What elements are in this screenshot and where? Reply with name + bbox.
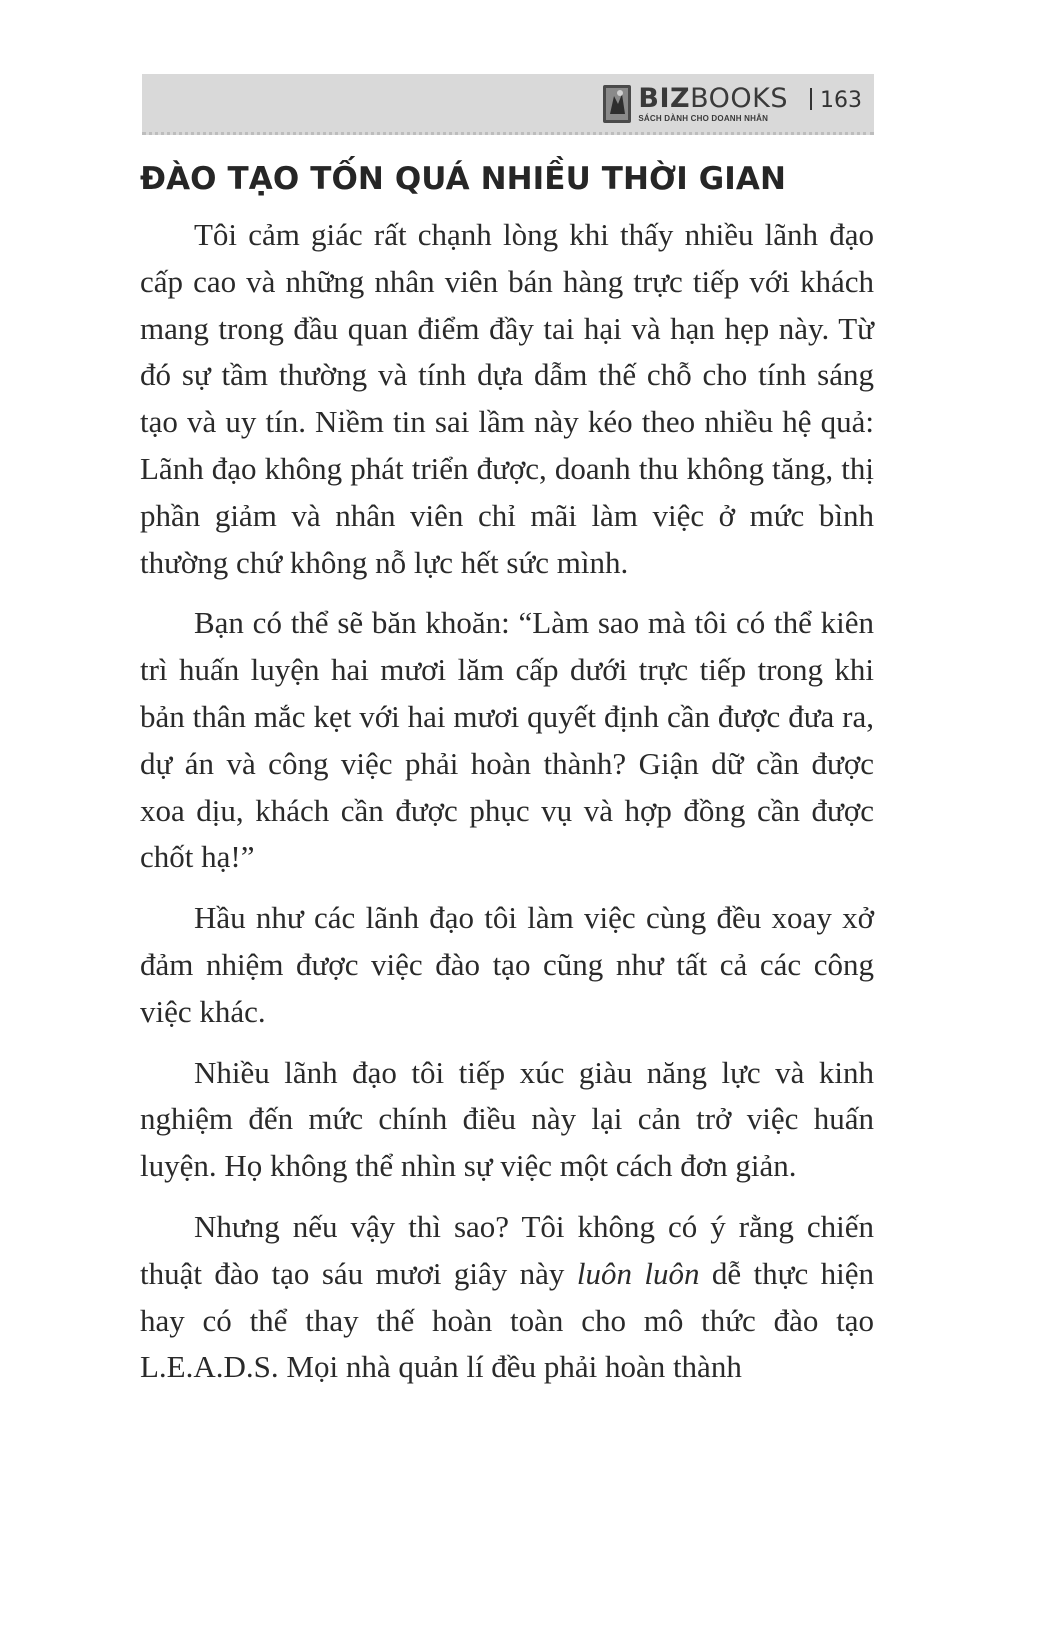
paragraph-5-text-end: dễ thực hiện hay có thể thay thế hoàn toàn cho mô thức đào tạo L.E.A.D.S. Mọi nhà quản lí đều phải hoàn thành (140, 1255, 874, 1385)
section-heading: ĐÀO TẠO TỐN QUÁ NHIỀU THỜI GIAN (140, 161, 787, 197)
page-number-divider (810, 88, 812, 110)
paragraph-2: Bạn có thể sẽ băn khoăn: “Làm sao mà tôi có thể kiên trì huấn luyện hai mươi lăm cấp dưới trực tiếp trong khi bản thân mắc kẹt với hai mươi quyết định cần được đưa ra, dự án và công việc phải hoàn thành? Giận dữ cần được xoa dịu, khách cần được phục vụ và hợp đồng cần được chốt hạ!” (140, 605, 874, 875)
page-body (140, 158, 874, 1405)
brand-name (638, 85, 788, 112)
page-number-value: 163 (820, 88, 862, 113)
paragraph-3: Hầu như các lãnh đạo tôi làm việc cùng đều xoay xở đảm nhiệm được việc đào tạo cũng như tất cả các công việc khác. (140, 900, 874, 1029)
bizbooks-logo-icon (602, 84, 632, 124)
paragraph-1: Tôi cảm giác rất chạnh lòng khi thấy nhiều lãnh đạo cấp cao và những nhân viên bán hàng trực tiếp với khách mang trong đầu quan điểm đầy tai hại và hạn hẹp này. Từ đó sự tầm thường và tính dựa dẫm thế chỗ cho tính sáng tạo và uy tín. Niềm tin sai lầm này kéo theo nhiều hệ quả: Lãnh đạo không phát triển được, doanh thu không tăng, thị phần giảm và nhân viên chỉ mãi làm việc ở mức bình thường chứ không nỗ lực hết sức mình. (140, 217, 874, 580)
brand-name-books: BOOKS (690, 83, 788, 114)
brand-name-biz: BIZ (638, 83, 691, 114)
publisher-brand (602, 82, 788, 126)
page-number (810, 88, 862, 113)
paragraph-4: Nhiều lãnh đạo tôi tiếp xúc giàu năng lực và kinh nghiệm đến mức chính điều này lại cản trở việc huấn luyện. Họ không thể nhìn sự việc một cách đơn giản. (140, 1054, 874, 1184)
running-header (142, 74, 874, 135)
paragraph-5 (140, 1204, 874, 1391)
paragraph-5-emphasis: luôn luôn (576, 1255, 700, 1291)
paragraph-5-text-start: Nhưng nếu vậy thì sao? Tôi không có ý rằng chiến thuật đào tạo sáu mươi giây này (140, 1208, 874, 1291)
brand-tagline: SÁCH DÀNH CHO DOANH NHÂN (638, 114, 769, 123)
